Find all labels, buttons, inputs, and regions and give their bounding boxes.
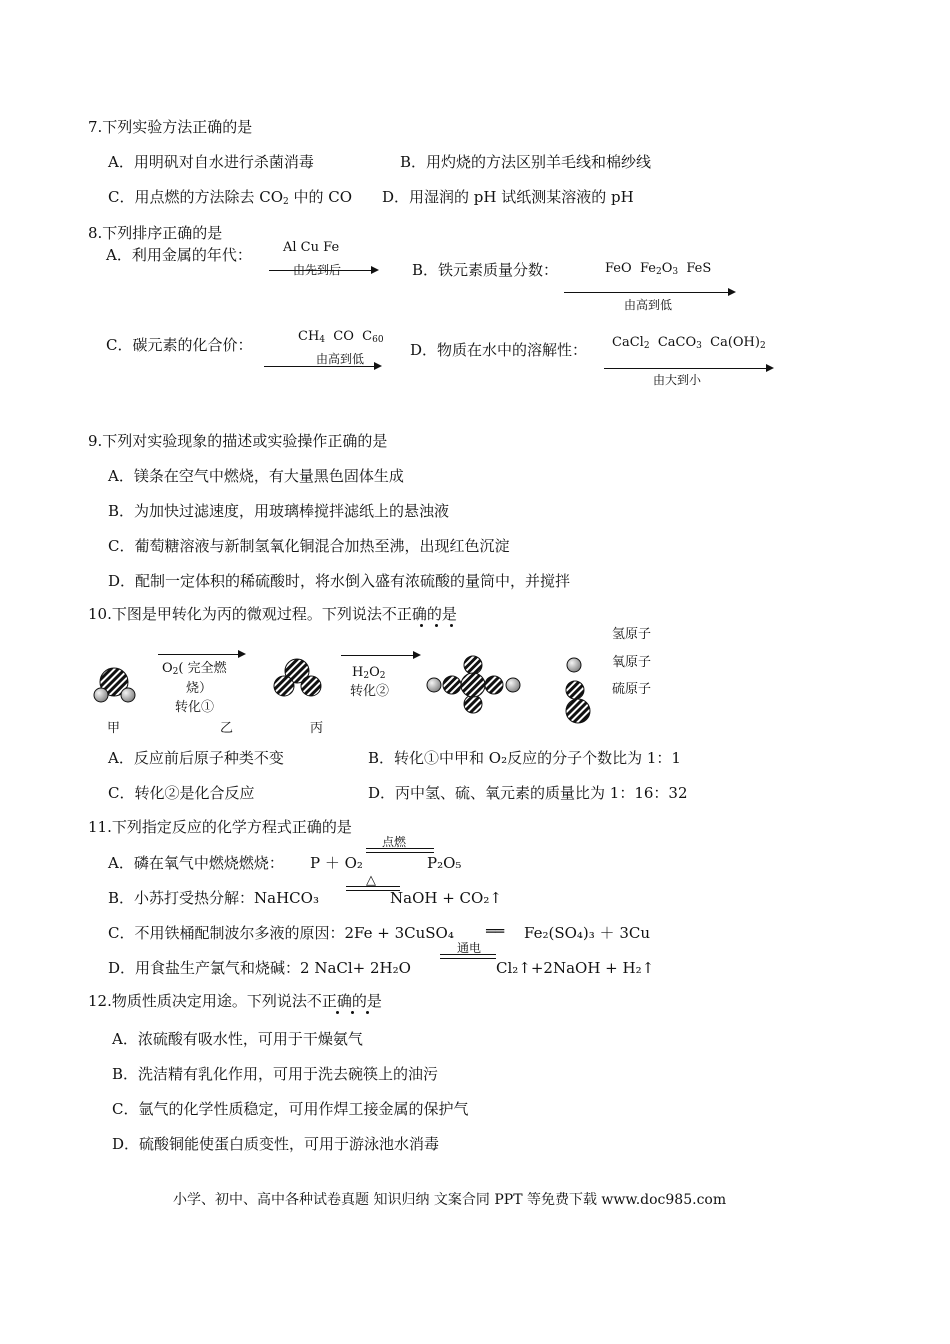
q10-option-a: A．反应前后原子种类不变 <box>108 749 284 767</box>
q10-option-c: C．转化②是化合反应 <box>108 784 255 802</box>
q11-d-rhs: Cl₂↑+2NaOH + H₂↑ <box>496 959 655 977</box>
conversion-2-label: 转化② <box>350 684 390 699</box>
q10-stem: 10.下图是甲转化为丙的微观过程。下列说法不正确的是 <box>88 605 457 623</box>
q8-d-arrow-label: 由大到小 <box>653 373 702 387</box>
q9-stem: 9.下列对实验现象的描述或实验操作正确的是 <box>88 432 388 450</box>
molecule-yi <box>274 659 321 696</box>
q8-stem: 8.下列排序正确的是 <box>88 224 223 242</box>
q8-b-arrow-label: 由高到低 <box>624 298 673 312</box>
q11-a-condition: 点燃 <box>382 835 407 849</box>
q7-stem: 7.下列实验方法正确的是 <box>88 118 253 136</box>
emphasis-dot <box>336 1011 339 1014</box>
conversion-1-arrow <box>158 654 244 655</box>
molecule-bing <box>427 656 520 713</box>
q11-option-c: C．不用铁桶配制波尔多液的原因：2Fe + 3CuSO₄ <box>108 924 454 942</box>
q8-option-b-label: B．铁元素质量分数： <box>412 261 559 279</box>
page-footer: 小学、初中、高中各种试卷真题 知识归纳 文案合同 PPT 等免费下载 www.doc985.com <box>173 1192 727 1208</box>
equation-double-line <box>440 954 496 959</box>
q12-option-d: D．硫酸铜能使蛋白质变性，可用于游泳池水消毒 <box>112 1135 440 1153</box>
conversion-1-label: 转化① <box>175 700 215 715</box>
q8-b-items: FeO $Fe_2O_3$ FeS <box>605 261 712 277</box>
q7-option-b: B．用灼烧的方法区别羊毛线和棉纱线 <box>400 153 652 171</box>
q10-option-d: D．丙中氢、硫、氧元素的质量比为 1：16：32 <box>368 784 688 802</box>
q11-c-equals: ══ <box>486 922 505 940</box>
equation-double-line <box>366 848 434 853</box>
q8-d-items: CaCl$_2$ CaCO$_3$ $Ca(OH)_2$ <box>612 335 766 351</box>
q8-a-items: Al Cu Fe <box>283 240 340 255</box>
emphasis-dot <box>351 1011 354 1014</box>
q10-option-b: B．转化①中甲和 O₂反应的分子个数比为 1：1 <box>368 749 681 767</box>
q7-option-c: C．用点燃的方法除去 $CO_2$ 中的 CO <box>108 188 353 207</box>
legend-sulfur: 硫原子 <box>612 682 652 697</box>
conversion-1-condition-cont: 烧） <box>186 681 213 696</box>
q9-option-a: A．镁条在空气中燃烧，有大量黑色固体生成 <box>108 467 404 485</box>
q8-c-items: $CH_4$ CO $C_{60}$ <box>298 329 384 345</box>
q11-option-b-label: B．小苏打受热分解：NaHCO₃ <box>108 889 319 907</box>
label-jia: 甲 <box>107 721 121 736</box>
q9-option-b: B．为加快过滤速度，用玻璃棒搅拌滤纸上的悬浊液 <box>108 502 450 520</box>
q11-stem: 11.下列指定反应的化学方程式正确的是 <box>88 818 352 836</box>
q12-stem: 12.物质性质决定用途。下列说法不正确的是 <box>88 992 382 1010</box>
legend-hydrogen: 氢原子 <box>612 627 652 642</box>
q11-b-condition: △ <box>366 873 376 888</box>
label-yi: 乙 <box>220 721 234 736</box>
emphasis-dot <box>366 1011 369 1014</box>
q11-c-rhs: Fe₂(SO₄)₃ ＋ 3Cu <box>524 924 650 942</box>
conversion-2-arrow <box>341 655 419 656</box>
q9-option-c: C．葡萄糖溶液与新制氢氧化铜混合加热至沸，出现红色沉淀 <box>108 537 510 555</box>
q11-a-lhs: P ＋ O₂ <box>310 854 363 872</box>
q9-option-d: D．配制一定体积的稀硫酸时，将水倒入盛有浓硫酸的量筒中，并搅拌 <box>108 572 571 590</box>
q11-option-a-label: A．磷在氧气中燃烧燃烧： <box>108 854 284 872</box>
molecule-jia <box>94 668 135 702</box>
label-bing: 丙 <box>310 721 324 736</box>
q7-option-d: D．用湿润的 pH 试纸测某溶液的 pH <box>382 188 634 206</box>
conversion-2-condition: $H_2O_2$ <box>352 665 386 681</box>
legend-atoms <box>566 658 590 723</box>
q8-a-arrow-label: 由先到后 <box>293 263 342 277</box>
conversion-1-condition: $O_2$( 完全燃 <box>162 661 227 677</box>
q8-option-c-label: C．碳元素的化合价： <box>106 336 253 354</box>
q11-a-rhs: P₂O₅ <box>427 854 462 872</box>
q12-option-c: C．氩气的化学性质稳定，可用作焊工接金属的保护气 <box>112 1100 469 1118</box>
q8-c-arrow-label: 由高到低 <box>316 352 365 366</box>
q8-option-d-label: D．物质在水中的溶解性： <box>410 341 588 359</box>
q12-option-b: B．洗洁精有乳化作用，可用于洗去碗筷上的油污 <box>112 1065 439 1083</box>
q11-b-rhs: NaOH + CO₂↑ <box>390 889 502 907</box>
q12-option-a: A．浓硫酸有吸水性，可用于干燥氨气 <box>112 1030 363 1048</box>
q7-option-a: A．用明矾对自水进行杀菌消毒 <box>108 153 314 171</box>
legend-oxygen: 氧原子 <box>612 655 652 670</box>
q8-option-a-label: A．利用金属的年代： <box>106 246 252 264</box>
q11-d-condition: 通电 <box>457 941 482 955</box>
q11-option-d-label: D．用食盐生产氯气和烧碱：2 NaCl+ 2H₂O <box>108 959 411 977</box>
